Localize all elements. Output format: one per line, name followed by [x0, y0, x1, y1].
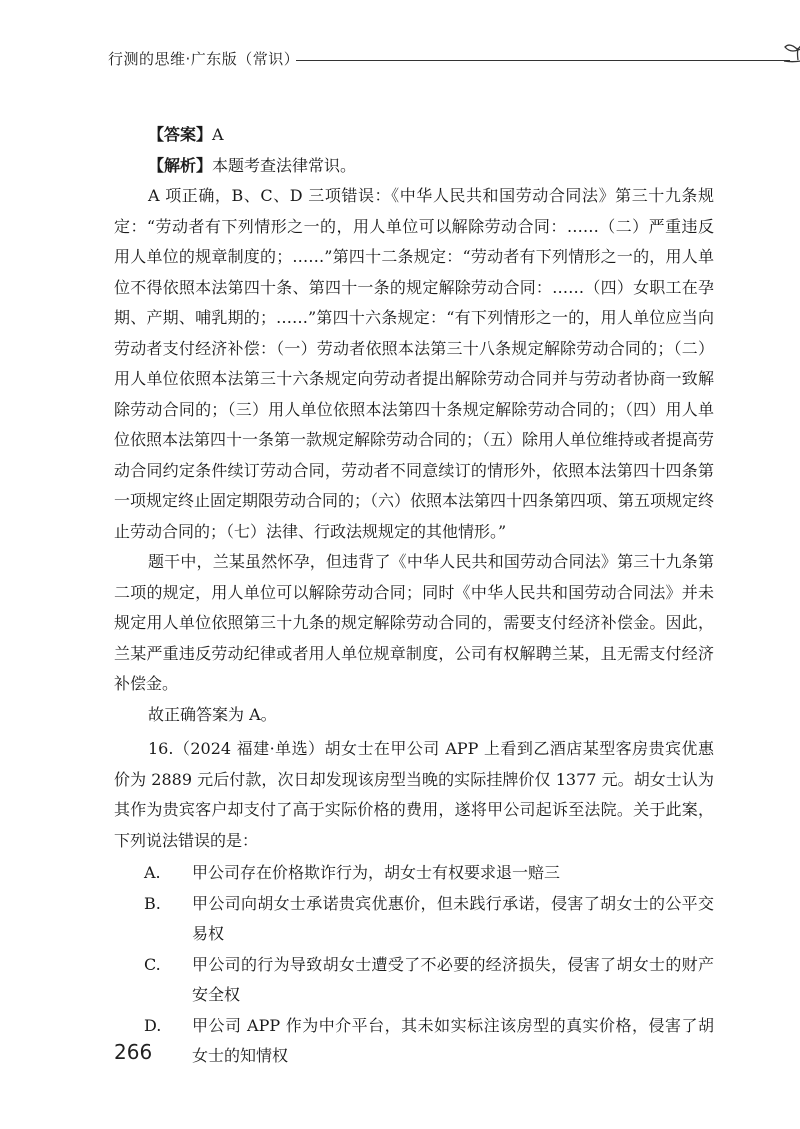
sprout-icon — [780, 40, 800, 70]
explanation-paragraph: 题干中，兰某虽然怀孕，但违背了《中华人民共和国劳动合同法》第三十九条第二项的规定，用人单位可以解除劳动合同；同时《中华人民共和国劳动合同法》并未规定用人单位依照第三十九条的规定解除劳动合同的，需要支付经济补偿金。因此，兰某严重违反劳动纪律或者用人单位规章制度，公司有权解聘兰某，且无需支付经济补偿金。 — [114, 552, 714, 693]
option-c — [114, 950, 714, 1011]
running-header — [108, 40, 708, 70]
option-letter: C. — [144, 954, 161, 974]
analysis-label: 【解析】 — [148, 155, 213, 175]
page-number: 266 — [114, 1040, 153, 1064]
header-rule — [296, 60, 790, 61]
answer-label: 【答案】 — [148, 125, 213, 144]
option-text: 甲公司存在价格欺诈行为，胡女士有权要求退一赔三 — [192, 863, 561, 882]
option-text: 甲公司向胡女士承诺贵宾优惠价，但未践行承诺，侵害了胡女士的公平交易权 — [192, 893, 714, 943]
option-letter: A. — [144, 863, 161, 882]
option-letter: B. — [144, 893, 161, 913]
option-text: 甲公司 APP 作为中介平台，其未如实标注该房型的真实价格，侵害了胡女士的知情权 — [192, 1015, 714, 1065]
answer-line — [114, 120, 714, 151]
question-stem: 16.（2024 福建·单选）胡女士在甲公司 APP 上看到乙酒店某型客房贵宾优惠价为 2889 元后付款，次日却发现该房型当晚的实际挂牌价仅 1377 元。胡女士认为其作为贵宾客户却支付了高于实际价格的费用，遂将甲公司起诉至法院。关于此案，下列说法错误的是： — [114, 739, 714, 850]
analysis-line — [114, 151, 714, 182]
conclusion-paragraph: 故正确答案为 A。 — [148, 704, 277, 724]
option-letter: D. — [144, 1015, 162, 1035]
answer-value: A — [212, 125, 224, 144]
analysis-text: 本题考查法律常识。 — [212, 155, 357, 175]
option-d — [114, 1011, 714, 1072]
option-list — [114, 858, 714, 1072]
option-b — [114, 889, 714, 950]
option-a — [114, 858, 714, 889]
option-text: 甲公司的行为导致胡女士遭受了不必要的经济损失，侵害了胡女士的财产安全权 — [192, 954, 714, 1004]
explanation-paragraph: A 项正确，B、C、D 三项错误：《中华人民共和国劳动合同法》第三十九条规定：“劳动者有下列情形之一的，用人单位可以解除劳动合同：……（二）严重违反用人单位的规章制度的；……”第四十二条规定：“劳动者有下列情形之一的，用人单位不得依照本法第四十条、第四十一条的规定解除劳动合同：……（四）女职工在孕期、产期、哺乳期的；……”第四十六条规定：“有下列情形之一的，用人单位应当向劳动者支付经济补偿：（一）劳动者依照本法第三十八条规定解除劳动合同的；（二）用人单位依照本法第三十六条规定向劳动者提出解除劳动合同并与劳动者协商一致解除劳动合同的；（三）用人单位依照本法第四十条规定解除劳动合同的；（四）用人单位依照本法第四十一条第一款规定解除劳动合同的；（五）除用人单位维持或者提高劳动合同约定条件续订劳动合同，劳动者不同意续订的情形外，依照本法第四十四条第一项规定终止固定期限劳动合同的；（六）依照本法第四十四条第四项、第五项规定终止劳动合同的；（七）法律、行政法规规定的其他情形。” — [114, 186, 715, 541]
header-title: 行测的思维·广东版（常识） — [108, 50, 300, 68]
page-content — [114, 120, 714, 1072]
